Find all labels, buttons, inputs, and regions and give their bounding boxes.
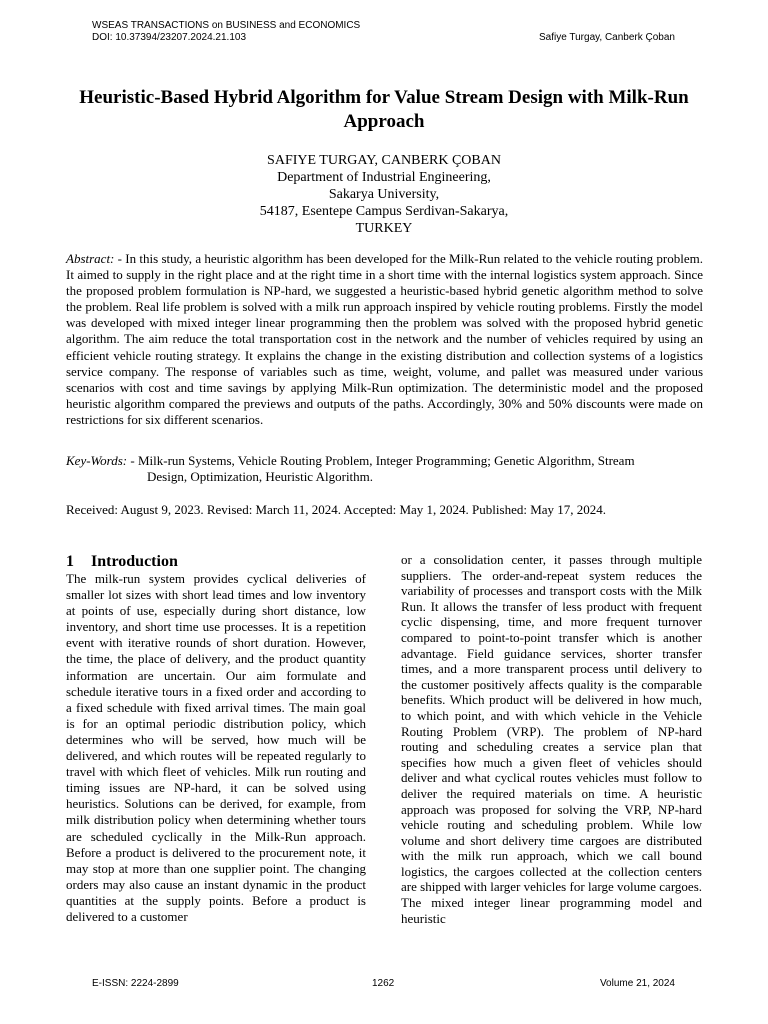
author-country: TURKEY — [355, 221, 413, 236]
keywords-label: Key-Words: — [66, 453, 128, 468]
keywords-line-1: - Milk-run Systems, Vehicle Routing Problem, Integer Programming; Genetic Algorithm, Stream — [130, 453, 635, 468]
abstract-text: In this study, a heuristic algorithm has been developed for the Milk-Run related to the vehicle routing problem. It aimed to supply in the right place and at the right time in a short time with the internal logistics system approach. Since the proposed problem formulation is NP-hard, we suggested a heuristic-based hybrid genetic algorithm method to solve the problem. Real life problem is solved with a milk run approach inspired by vehicle routing problems. Firstly the model was developed with mixed integer linear programming then the problem was solved with the proposed hybrid genetic algorithm. The aim reduce the total transportation cost in the network and the number of vehicles required by using an efficient vehicle routing strategy. It explains the change in the existing distribution and collection systems of a logistics service company. The response of variables such as time, weight, volume, and pallet was measured under various scenarios with cost and time savings by applying Milk-Run optimization. The deterministic model and the proposed heuristic algorithm compared the previews and outputs of the paths. Accordingly, 30% and 50% discounts were made on restrictions for six different scenarios. — [66, 251, 704, 427]
author-block — [0, 152, 768, 237]
section-number: 1 — [66, 553, 74, 570]
author-university: Sakarya University, — [328, 187, 440, 202]
footer-eissn: E-ISSN: 2224-2899 — [92, 978, 179, 989]
author-names: SAFIYE TURGAY, CANBERK ÇOBAN — [267, 153, 501, 168]
section-title: Introduction — [91, 553, 178, 570]
footer-page-number: 1262 — [372, 978, 395, 989]
abstract-label: Abstract: - — [66, 251, 122, 266]
journal-name: WSEAS TRANSACTIONS on BUSINESS and ECONOMICS — [92, 20, 361, 31]
intro-paragraph-left: The milk-run system provides cyclical deliveries of smaller lot sizes with short lead times and low inventory at points of use, especially during short distance, low inventory, and short time use processes. It is a repetition event with iterative rounds of short duration. However, the time, the place of delivery, and the product quantity information are uncertain. Our aim formulate and schedule iterative tours in a fixed order and according to a fixed schedule with fixed arrival times. The main goal is for an optimal periodic distribution policy, which determines who will be served, how much will be delivered, and which routes will be repeated regularly to travel with which fleet of vehicles. Milk run routing and timing issues are NP-hard, it can be solved using heuristics. Solutions can be derived, for example, from milk distribution policy when determining whether tours are scheduled cyclically in the Milk-Run approach. Before a product is delivered to the procurement note, it may stop at more than one supplier point. The changing orders may also cause an instant dynamic in the product quantities at the supply points. Before a product is delivered to a customer — [66, 571, 366, 924]
intro-paragraph-right: or a consolidation center, it passes through multiple suppliers. The order-and-repeat system reduces the variability of processes and transport costs with the Milk Run. It allows the transfer of less product with frequent cyclic dispensing, time, and more frequent turnover compared to point-to-point transfer which is another advantage. Field guidance services, shorter transfer times, and a more transparent process until delivery to the customer positively affects quality is the comparable benefits. Which product will be delivered in how much, to which point, and with which vehicle in the Vehicle Routing Problem (VRP). The problem of NP-hard routing and scheduling creates a service plan that specifies how much a given fleet of vehicles should deliver and what cyclical routes vehicles must follow to deliver the required materials on time. A heuristic approach was proposed for solving the VRP, NP-hard vehicle routing and scheduling problem. While low volume and short delivery time cargoes are distributed with the milk run approach, which we call bound logistics, the cargoes collected at the collection centers are shipped with larger vehicles for large volume cargoes. The mixed integer linear programming model and heuristic — [401, 552, 702, 926]
author-address: 54187, Esentepe Campus Serdivan-Sakarya, — [259, 204, 509, 219]
author-department: Department of Industrial Engineering, — [277, 170, 491, 185]
left-column — [66, 552, 366, 925]
keywords-line-2: Design, Optimization, Heuristic Algorithm. — [147, 469, 374, 484]
footer-volume: Volume 21, 2024 — [599, 978, 675, 989]
abstract — [66, 251, 703, 428]
paper-title: Heuristic-Based Hybrid Algorithm for Value Stream Design with Milk-Run Approach — [79, 87, 689, 132]
running-header — [92, 20, 360, 44]
doi: DOI: 10.37394/23207.2024.21.103 — [92, 32, 247, 43]
section-heading — [66, 552, 366, 571]
keywords — [66, 453, 703, 485]
header-authors: Safiye Turgay, Canberk Çoban — [538, 32, 675, 43]
publication-dates: Received: August 9, 2023. Revised: March 11, 2024. Accepted: May 1, 2024. Published: May 17, 2024. — [66, 502, 607, 517]
right-column — [401, 552, 702, 926]
